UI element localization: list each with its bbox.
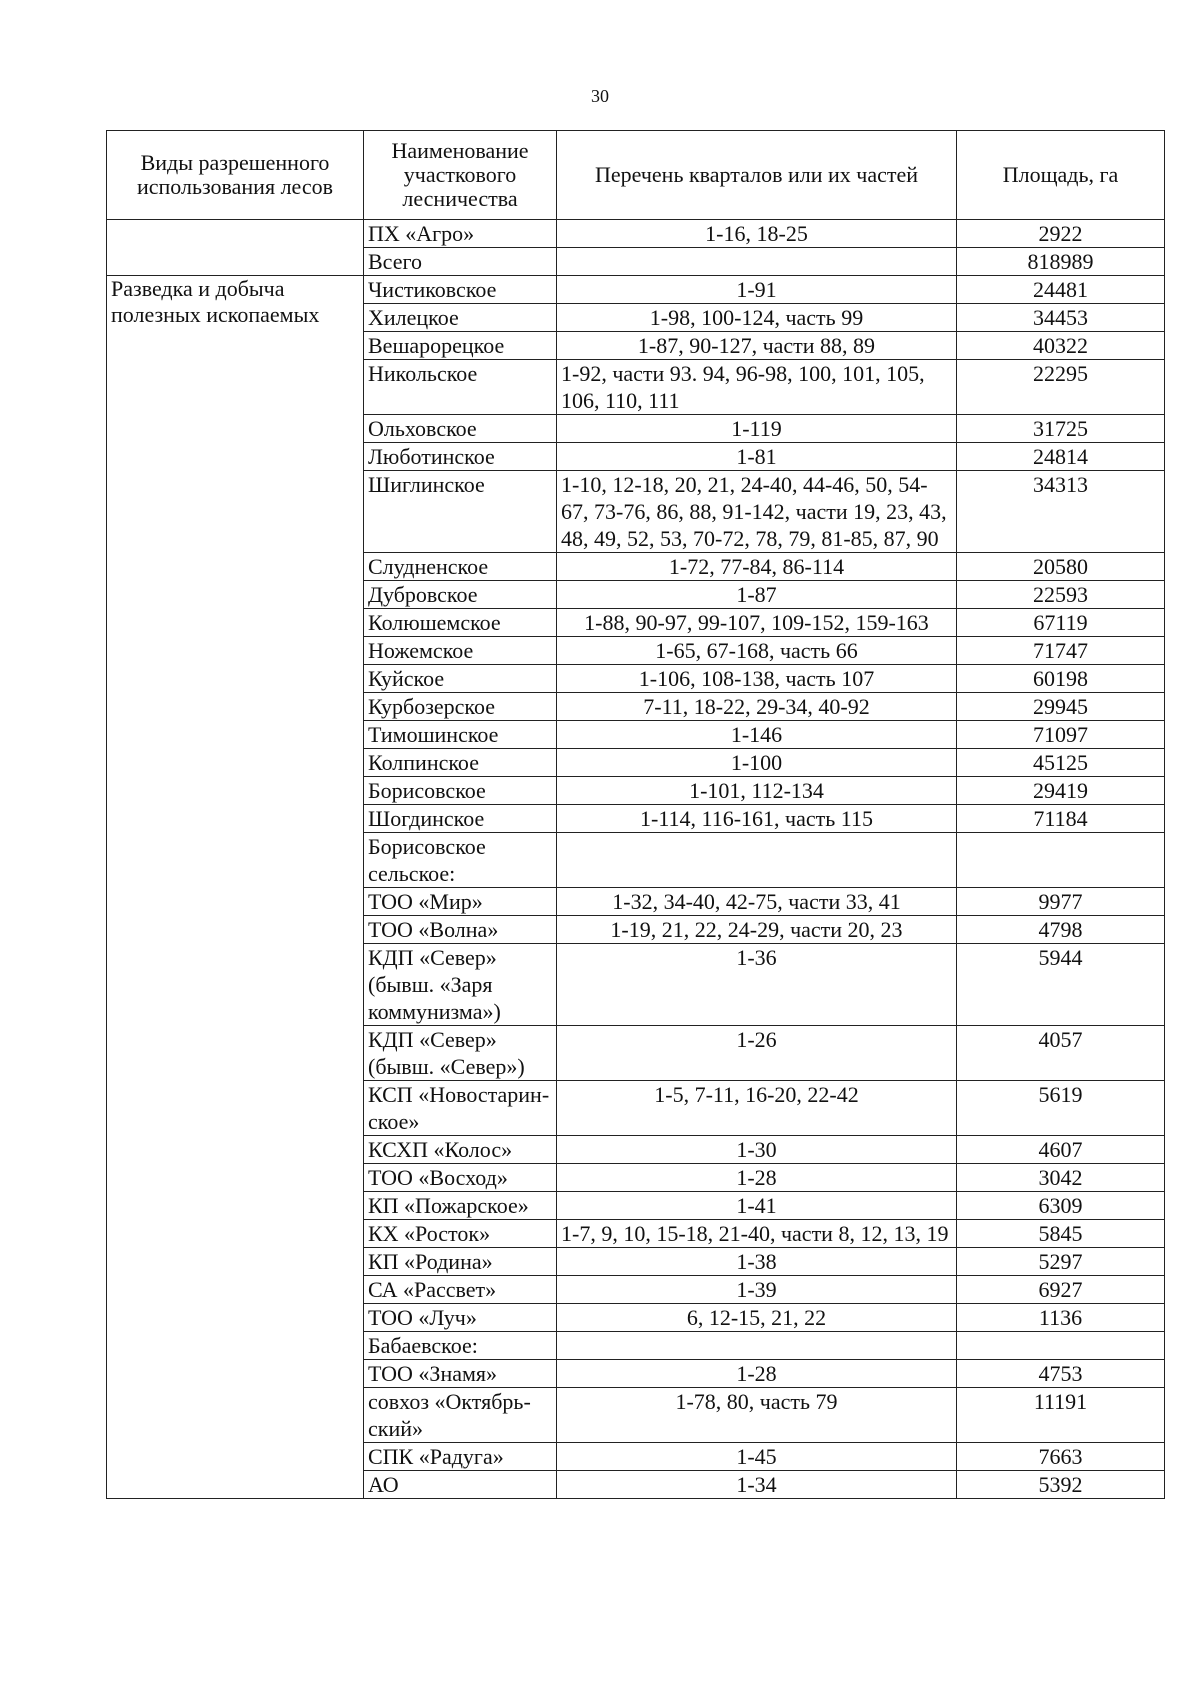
area-value: 4798 — [957, 916, 1165, 944]
area-value: 22295 — [957, 360, 1165, 415]
forestry-name: Колюшемское — [364, 609, 557, 637]
forestry-name: совхоз «Октябрь-ский» — [364, 1388, 557, 1443]
quarters-list: 1-72, 77-84, 86-114 — [557, 553, 957, 581]
area-value: 29945 — [957, 693, 1165, 721]
quarters-list: 1-28 — [557, 1360, 957, 1388]
use-type-cell — [107, 220, 364, 276]
quarters-list — [557, 248, 957, 276]
quarters-list: 6, 12-15, 21, 22 — [557, 1304, 957, 1332]
area-value: 22593 — [957, 581, 1165, 609]
forestry-name: СА «Рассвет» — [364, 1276, 557, 1304]
area-value: 4607 — [957, 1136, 1165, 1164]
forestry-name: КХ «Росток» — [364, 1220, 557, 1248]
area-value: 5944 — [957, 944, 1165, 1026]
quarters-list: 1-45 — [557, 1443, 957, 1471]
table-row — [107, 220, 1165, 248]
forestry-name: Люботинское — [364, 443, 557, 471]
area-value: 6927 — [957, 1276, 1165, 1304]
forestry-name: КП «Пожарское» — [364, 1192, 557, 1220]
forestry-name: ТОО «Знамя» — [364, 1360, 557, 1388]
area-value: 40322 — [957, 332, 1165, 360]
quarters-list: 1-34 — [557, 1471, 957, 1499]
area-value: 45125 — [957, 749, 1165, 777]
quarters-list: 1-87, 90-127, части 88, 89 — [557, 332, 957, 360]
quarters-list: 1-98, 100-124, часть 99 — [557, 304, 957, 332]
table-row — [107, 276, 1165, 304]
quarters-list: 1-10, 12-18, 20, 21, 24-40, 44-46, 50, 54-67, 73-76, 86, 88, 91-142, части 19, 23, 43, 48, 49, 52, 53, 70-72, 78, 79, 81-85, 87, 90 — [557, 471, 957, 553]
quarters-list: 1-106, 108-138, часть 107 — [557, 665, 957, 693]
area-value: 5619 — [957, 1081, 1165, 1136]
area-value: 31725 — [957, 415, 1165, 443]
forestry-name: КСП «Новостарин-ское» — [364, 1081, 557, 1136]
header-use-type: Виды разрешенного использования лесов — [107, 131, 364, 220]
quarters-list: 1-5, 7-11, 16-20, 22-42 — [557, 1081, 957, 1136]
quarters-list: 1-119 — [557, 415, 957, 443]
quarters-list: 1-101, 112-134 — [557, 777, 957, 805]
forestry-name: Вешарорецкое — [364, 332, 557, 360]
area-value: 67119 — [957, 609, 1165, 637]
forestry-name: Колпинское — [364, 749, 557, 777]
forestry-name: ТОО «Волна» — [364, 916, 557, 944]
forestry-name: Хилецкое — [364, 304, 557, 332]
forestry-name: Курбозерское — [364, 693, 557, 721]
area-value: 5392 — [957, 1471, 1165, 1499]
quarters-list: 1-16, 18-25 — [557, 220, 957, 248]
forestry-name: СПК «Радуга» — [364, 1443, 557, 1471]
forestry-name: Ножемское — [364, 637, 557, 665]
header-forestry: Наименование участкового лесничества — [364, 131, 557, 220]
forestry-name: Всего — [364, 248, 557, 276]
quarters-list: 1-32, 34-40, 42-75, части 33, 41 — [557, 888, 957, 916]
use-type-cell: Разведка и добыча полезных ископаемых — [107, 276, 364, 1499]
forestry-name: ТОО «Луч» — [364, 1304, 557, 1332]
forestry-name: Тимошинское — [364, 721, 557, 749]
forestry-name: Ольховское — [364, 415, 557, 443]
page-number: 30 — [591, 86, 609, 106]
quarters-list: 1-41 — [557, 1192, 957, 1220]
forestry-name: Борисовское сельское: — [364, 833, 557, 888]
forestry-name: АО — [364, 1471, 557, 1499]
quarters-list: 1-91 — [557, 276, 957, 304]
area-value: 11191 — [957, 1388, 1165, 1443]
area-value: 71097 — [957, 721, 1165, 749]
quarters-list — [557, 833, 957, 888]
forestry-name: Бабаевское: — [364, 1332, 557, 1360]
area-value: 71747 — [957, 637, 1165, 665]
forestry-name: КДП «Север» (бывш. «Север») — [364, 1026, 557, 1081]
quarters-list: 1-87 — [557, 581, 957, 609]
area-value: 3042 — [957, 1164, 1165, 1192]
forestry-name: КСХП «Колос» — [364, 1136, 557, 1164]
quarters-list: 1-36 — [557, 944, 957, 1026]
forestry-name: Борисовское — [364, 777, 557, 805]
quarters-list: 1-38 — [557, 1248, 957, 1276]
quarters-list — [557, 1332, 957, 1360]
quarters-list: 1-100 — [557, 749, 957, 777]
forestry-name: Дубровское — [364, 581, 557, 609]
forestry-name: КДП «Север» (бывш. «Заря коммунизма») — [364, 944, 557, 1026]
area-value: 5845 — [957, 1220, 1165, 1248]
quarters-list: 1-7, 9, 10, 15-18, 21-40, части 8, 12, 13, 19 — [557, 1220, 957, 1248]
quarters-list: 1-78, 80, часть 79 — [557, 1388, 957, 1443]
area-value: 9977 — [957, 888, 1165, 916]
area-value — [957, 833, 1165, 888]
quarters-list: 1-146 — [557, 721, 957, 749]
quarters-list: 1-81 — [557, 443, 957, 471]
quarters-list: 1-28 — [557, 1164, 957, 1192]
area-value: 4753 — [957, 1360, 1165, 1388]
area-value: 7663 — [957, 1443, 1165, 1471]
quarters-list: 1-92, части 93. 94, 96-98, 100, 101, 105, 106, 110, 111 — [557, 360, 957, 415]
area-value — [957, 1332, 1165, 1360]
forestry-name: ТОО «Восход» — [364, 1164, 557, 1192]
quarters-list: 1-30 — [557, 1136, 957, 1164]
area-value: 24814 — [957, 443, 1165, 471]
quarters-list: 1-88, 90-97, 99-107, 109-152, 159-163 — [557, 609, 957, 637]
area-value: 29419 — [957, 777, 1165, 805]
header-quarters: Перечень кварталов или их частей — [557, 131, 957, 220]
area-value: 4057 — [957, 1026, 1165, 1081]
forestry-name: Слудненское — [364, 553, 557, 581]
area-value: 5297 — [957, 1248, 1165, 1276]
forestry-name: Никольское — [364, 360, 557, 415]
forestry-name: КП «Родина» — [364, 1248, 557, 1276]
forestry-name: Чистиковское — [364, 276, 557, 304]
area-value: 818989 — [957, 248, 1165, 276]
forestry-name: Куйское — [364, 665, 557, 693]
quarters-list: 1-26 — [557, 1026, 957, 1081]
table-header-row — [107, 131, 1165, 220]
area-value: 71184 — [957, 805, 1165, 833]
quarters-list: 1-39 — [557, 1276, 957, 1304]
area-value: 34453 — [957, 304, 1165, 332]
area-value: 2922 — [957, 220, 1165, 248]
forestry-name: Шиглинское — [364, 471, 557, 553]
forestry-name: ПХ «Агро» — [364, 220, 557, 248]
forest-use-table — [106, 130, 1165, 1499]
forestry-name: Шогдинское — [364, 805, 557, 833]
area-value: 1136 — [957, 1304, 1165, 1332]
area-value: 6309 — [957, 1192, 1165, 1220]
area-value: 24481 — [957, 276, 1165, 304]
area-value: 60198 — [957, 665, 1165, 693]
quarters-list: 1-19, 21, 22, 24-29, части 20, 23 — [557, 916, 957, 944]
quarters-list: 1-65, 67-168, часть 66 — [557, 637, 957, 665]
area-value: 34313 — [957, 471, 1165, 553]
area-value: 20580 — [957, 553, 1165, 581]
forestry-name: ТОО «Мир» — [364, 888, 557, 916]
quarters-list: 7-11, 18-22, 29-34, 40-92 — [557, 693, 957, 721]
quarters-list: 1-114, 116-161, часть 115 — [557, 805, 957, 833]
header-area: Площадь, га — [957, 131, 1165, 220]
